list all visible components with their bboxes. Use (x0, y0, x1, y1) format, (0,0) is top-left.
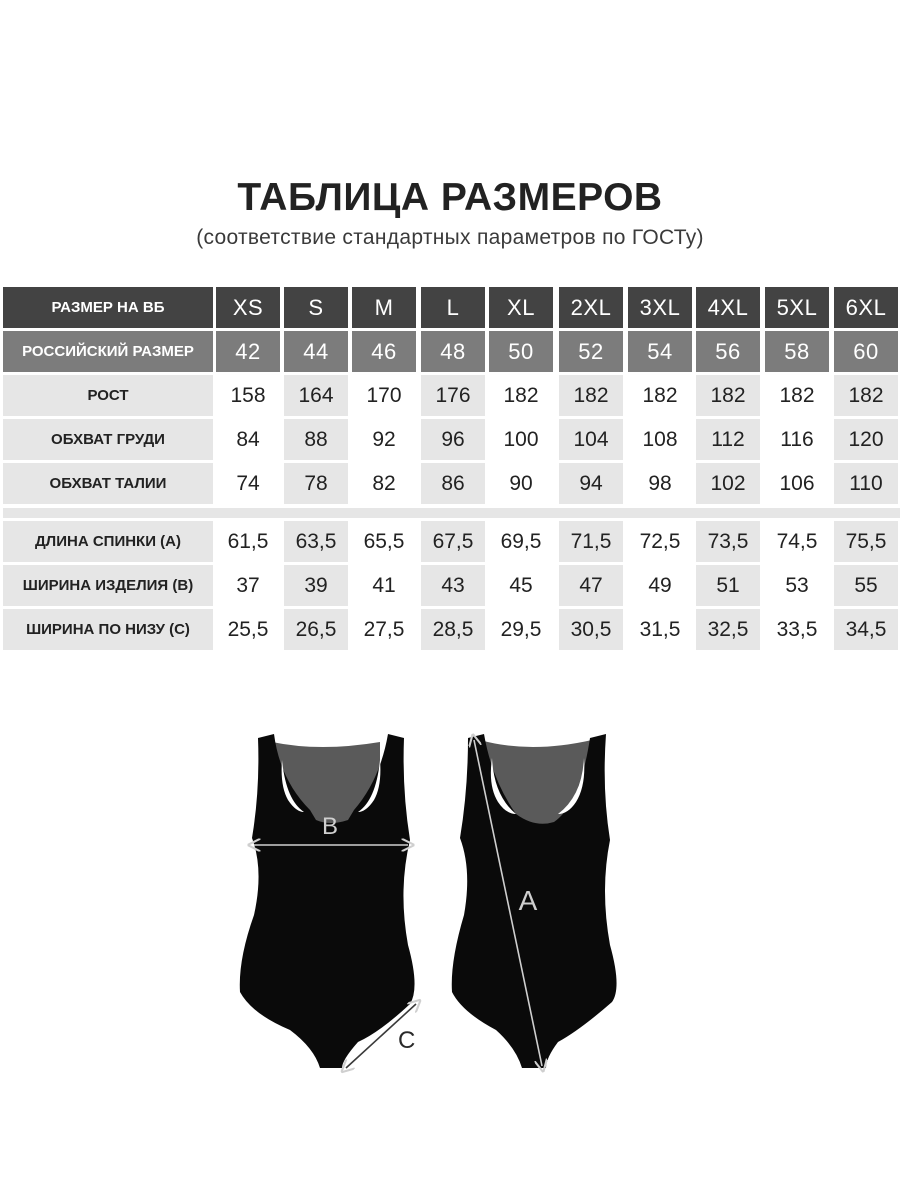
row-label-width: ШИРИНА ИЗДЕЛИЯ (B) (3, 565, 213, 606)
row-label-back-length: ДЛИНА СПИНКИ (A) (3, 521, 213, 562)
cell-wb-size-4: XL (489, 287, 553, 328)
measure-c-label: C (398, 1027, 416, 1054)
cell-back-length-9: 75,5 (834, 521, 898, 562)
cell-width-1: 39 (284, 565, 348, 606)
cell-chest-5: 104 (559, 419, 623, 460)
cell-width-0: 37 (216, 565, 280, 606)
cell-height-4: 182 (489, 375, 553, 416)
row-label-height: РОСТ (3, 375, 213, 416)
page-subtitle: (соответствие стандартных параметров по ГОСТу) (196, 226, 704, 249)
cell-width-8: 53 (765, 565, 829, 606)
cell-waist-4: 90 (489, 463, 553, 504)
cell-ru-size-9: 60 (834, 331, 898, 372)
cell-wb-size-2: M (352, 287, 416, 328)
cell-wb-size-3: L (421, 287, 485, 328)
cell-back-length-0: 61,5 (216, 521, 280, 562)
cell-ru-size-7: 56 (696, 331, 760, 372)
cell-waist-8: 106 (765, 463, 829, 504)
cell-bottom-width-5: 30,5 (559, 609, 623, 650)
cell-wb-size-7: 4XL (696, 287, 760, 328)
cell-height-1: 164 (284, 375, 348, 416)
cell-wb-size-0: XS (216, 287, 280, 328)
cell-waist-3: 86 (421, 463, 485, 504)
cell-bottom-width-8: 33,5 (765, 609, 829, 650)
cell-back-length-7: 73,5 (696, 521, 760, 562)
cell-height-0: 158 (216, 375, 280, 416)
cell-height-6: 182 (628, 375, 692, 416)
cell-waist-2: 82 (352, 463, 416, 504)
row-label-waist: ОБХВАТ ТАЛИИ (3, 463, 213, 504)
cell-ru-size-4: 50 (489, 331, 553, 372)
measure-a-label: A (518, 885, 538, 916)
cell-waist-7: 102 (696, 463, 760, 504)
cell-width-9: 55 (834, 565, 898, 606)
cell-ru-size-6: 54 (628, 331, 692, 372)
row-label-wb-size: РАЗМЕР НА ВБ (3, 287, 213, 328)
cell-ru-size-3: 48 (421, 331, 485, 372)
cell-waist-1: 78 (284, 463, 348, 504)
cell-bottom-width-0: 25,5 (216, 609, 280, 650)
cell-chest-0: 84 (216, 419, 280, 460)
cell-ru-size-0: 42 (216, 331, 280, 372)
cell-wb-size-6: 3XL (628, 287, 692, 328)
page-title: ТАБЛИЦА РАЗМЕРОВ (237, 176, 663, 219)
cell-bottom-width-2: 27,5 (352, 609, 416, 650)
cell-height-8: 182 (765, 375, 829, 416)
cell-ru-size-8: 58 (765, 331, 829, 372)
cell-ru-size-5: 52 (559, 331, 623, 372)
cell-height-5: 182 (559, 375, 623, 416)
cell-chest-4: 100 (489, 419, 553, 460)
cell-bottom-width-4: 29,5 (489, 609, 553, 650)
cell-chest-3: 96 (421, 419, 485, 460)
measure-b-label: B (321, 813, 339, 840)
cell-height-2: 170 (352, 375, 416, 416)
cell-width-3: 43 (421, 565, 485, 606)
cell-width-2: 41 (352, 565, 416, 606)
cell-waist-0: 74 (216, 463, 280, 504)
cell-back-length-6: 72,5 (628, 521, 692, 562)
cell-ru-size-2: 46 (352, 331, 416, 372)
cell-height-3: 176 (421, 375, 485, 416)
cell-ru-size-1: 44 (284, 331, 348, 372)
cell-bottom-width-7: 32,5 (696, 609, 760, 650)
cell-waist-9: 110 (834, 463, 898, 504)
back-view (452, 734, 617, 1068)
cell-back-length-4: 69,5 (489, 521, 553, 562)
row-label-chest: ОБХВАТ ГРУДИ (3, 419, 213, 460)
cell-chest-9: 120 (834, 419, 898, 460)
cell-back-length-5: 71,5 (559, 521, 623, 562)
cell-width-6: 49 (628, 565, 692, 606)
cell-back-length-8: 74,5 (765, 521, 829, 562)
cell-wb-size-9: 6XL (834, 287, 898, 328)
cell-height-9: 182 (834, 375, 898, 416)
cell-back-length-1: 63,5 (284, 521, 348, 562)
cell-bottom-width-9: 34,5 (834, 609, 898, 650)
cell-chest-7: 112 (696, 419, 760, 460)
cell-chest-6: 108 (628, 419, 692, 460)
cell-back-length-3: 67,5 (421, 521, 485, 562)
cell-height-7: 182 (696, 375, 760, 416)
cell-chest-2: 92 (352, 419, 416, 460)
cell-wb-size-5: 2XL (559, 287, 623, 328)
cell-chest-8: 116 (765, 419, 829, 460)
cell-back-length-2: 65,5 (352, 521, 416, 562)
cell-waist-6: 98 (628, 463, 692, 504)
cell-width-7: 51 (696, 565, 760, 606)
cell-width-4: 45 (489, 565, 553, 606)
cell-chest-1: 88 (284, 419, 348, 460)
table-separator (3, 508, 900, 518)
cell-bottom-width-3: 28,5 (421, 609, 485, 650)
cell-wb-size-8: 5XL (765, 287, 829, 328)
row-label-ru-size: РОССИЙСКИЙ РАЗМЕР (3, 331, 213, 372)
front-view (240, 734, 416, 1068)
row-label-bottom-width: ШИРИНА ПО НИЗУ (C) (3, 609, 213, 650)
cell-wb-size-1: S (284, 287, 348, 328)
cell-bottom-width-6: 31,5 (628, 609, 692, 650)
garment-diagram (230, 730, 650, 1080)
cell-waist-5: 94 (559, 463, 623, 504)
cell-width-5: 47 (559, 565, 623, 606)
cell-bottom-width-1: 26,5 (284, 609, 348, 650)
